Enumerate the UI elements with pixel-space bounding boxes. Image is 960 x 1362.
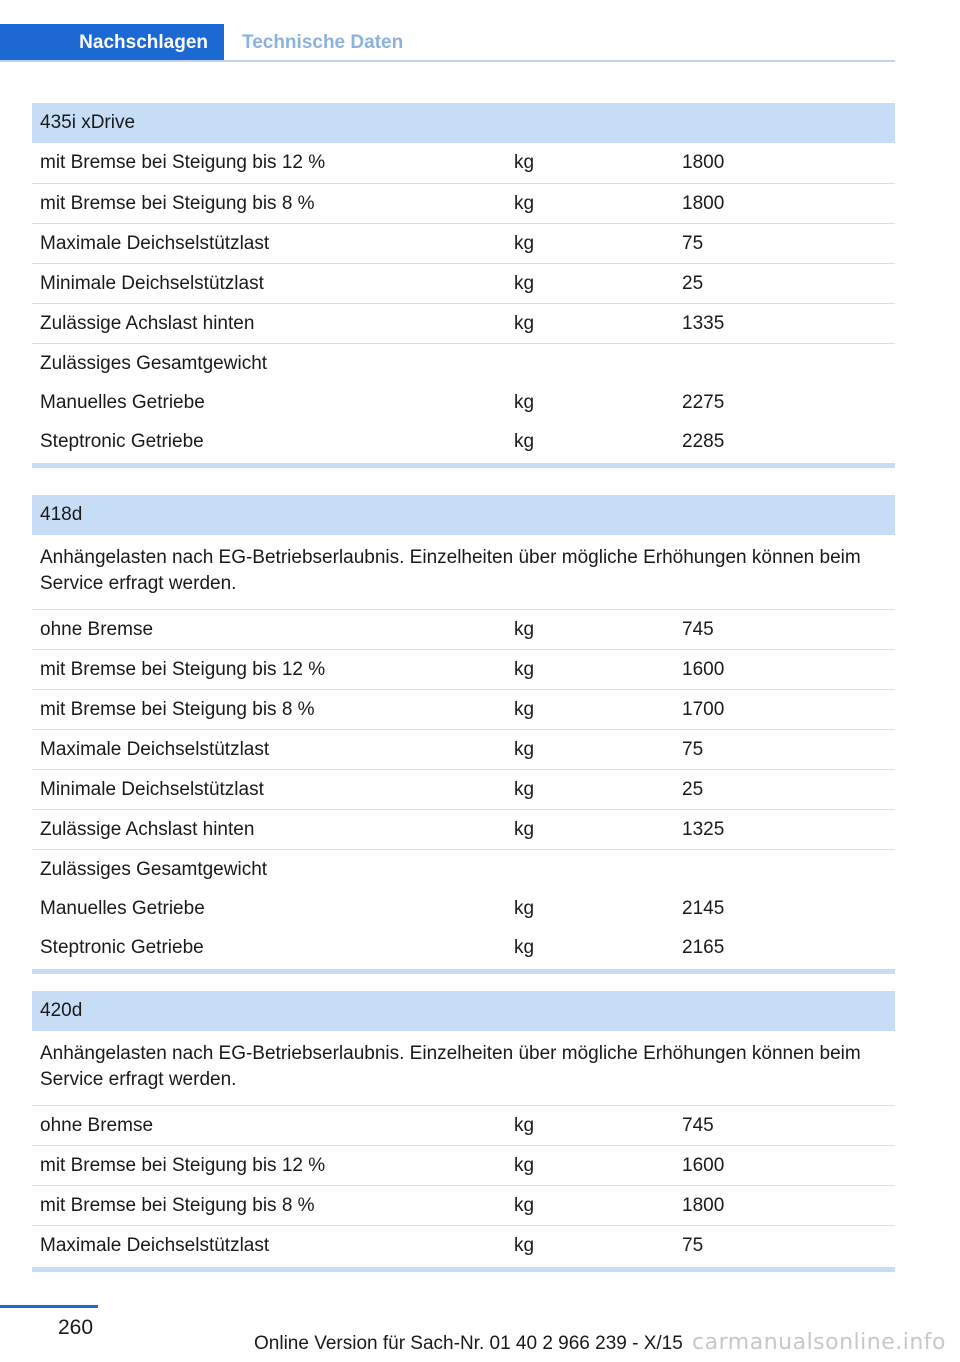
row-unit: kg — [514, 152, 535, 173]
table-row — [32, 143, 895, 183]
table-row — [32, 769, 895, 809]
row-label: Minimale Deichselstützlast — [40, 272, 264, 294]
table-end-bar — [32, 969, 895, 974]
table-row — [32, 928, 895, 967]
row-label: Maximale Deichselstützlast — [40, 232, 270, 254]
table-end-bar — [32, 463, 895, 468]
tab-nachschlagen[interactable] — [0, 24, 224, 62]
row-unit: kg — [514, 1114, 535, 1136]
group-label-row — [32, 849, 895, 889]
row-unit: kg — [514, 698, 535, 720]
row-label: ohne Bremse — [40, 618, 154, 640]
spec-table-418d — [32, 495, 895, 974]
table-row — [32, 1225, 895, 1265]
row-value: 1800 — [682, 152, 725, 173]
row-unit: kg — [514, 1234, 535, 1256]
row-value: 75 — [682, 1234, 704, 1256]
page-number: 260 — [58, 1316, 94, 1339]
row-value: 1600 — [682, 658, 725, 680]
row-value: 2165 — [682, 936, 725, 958]
row-value: 2285 — [682, 430, 725, 452]
row-value: 1800 — [682, 192, 725, 214]
row-label: Minimale Deichselstützlast — [40, 778, 264, 800]
row-label: mit Bremse bei Steigung bis 12 % — [40, 658, 326, 680]
watermark: carmanualsonline.info — [692, 1330, 946, 1355]
table-row — [32, 1145, 895, 1185]
table-row — [32, 889, 895, 928]
tab-label: Technische Daten — [242, 32, 404, 53]
table-row — [32, 183, 895, 223]
table-title: 418d — [32, 495, 895, 535]
row-value: 1335 — [682, 312, 725, 334]
header-rule — [0, 60, 895, 62]
table-row — [32, 809, 895, 849]
row-value: 1600 — [682, 1154, 725, 1176]
row-value: 2145 — [682, 897, 725, 919]
table-row — [32, 649, 895, 689]
row-unit: kg — [514, 272, 535, 294]
table-row — [32, 303, 895, 343]
table-row — [32, 609, 895, 649]
table-title: 435i xDrive — [32, 103, 895, 143]
row-value: 1700 — [682, 698, 725, 720]
row-label: Steptronic Getriebe — [40, 936, 204, 958]
table-row — [32, 383, 895, 422]
table-row — [32, 1105, 895, 1145]
row-label: mit Bremse bei Steigung bis 8 % — [40, 1194, 315, 1216]
row-label: Maximale Deichselstützlast — [40, 1234, 270, 1256]
row-label: mit Bremse bei Steigung bis 8 % — [40, 698, 315, 720]
spec-table-420d — [32, 991, 895, 1272]
row-unit: kg — [514, 1154, 535, 1176]
table-note: Anhängelasten nach EG-Betriebserlaubnis. Einzelheiten über mögliche Erhöhungen können beim Service erfragt werden. — [40, 1043, 861, 1090]
spec-table-435i-xdrive — [32, 103, 895, 468]
tab-label: Nachschlagen — [79, 32, 208, 53]
row-label: Maximale Deichselstützlast — [40, 738, 270, 760]
page-header — [0, 24, 895, 62]
online-version-text: Online Version für Sach-Nr. 01 40 2 966 239 - X/15 — [254, 1333, 683, 1354]
table-row — [32, 422, 895, 461]
row-unit: kg — [514, 936, 535, 958]
table-note: Anhängelasten nach EG-Betriebserlaubnis. Einzelheiten über mögliche Erhöhungen können beim Service erfragt werden. — [40, 547, 861, 594]
row-unit: kg — [514, 232, 535, 254]
group-label: Zulässiges Gesamtgewicht — [40, 858, 268, 880]
table-row — [32, 689, 895, 729]
table-row — [32, 223, 895, 263]
row-unit: kg — [514, 897, 535, 919]
row-value: 75 — [682, 232, 704, 254]
table-row — [32, 729, 895, 769]
table-row — [32, 263, 895, 303]
row-unit: kg — [514, 192, 535, 214]
group-label-row — [32, 343, 895, 383]
row-label: mit Bremse bei Steigung bis 12 % — [40, 1154, 326, 1176]
row-value: 745 — [682, 1114, 714, 1136]
table-end-bar — [32, 1267, 895, 1272]
row-value: 75 — [682, 738, 704, 760]
row-value: 1325 — [682, 818, 725, 840]
row-value: 745 — [682, 618, 714, 640]
row-label: ohne Bremse — [40, 1114, 154, 1136]
row-unit: kg — [514, 312, 535, 334]
group-label: Zulässiges Gesamtgewicht — [40, 352, 268, 374]
row-unit: kg — [514, 1194, 535, 1216]
row-unit: kg — [514, 818, 535, 840]
tab-technische-daten[interactable] — [242, 24, 403, 62]
row-label: mit Bremse bei Steigung bis 8 % — [40, 192, 315, 214]
row-label: Steptronic Getriebe — [40, 430, 204, 452]
table-row — [32, 1185, 895, 1225]
row-label: Zulässige Achslast hinten — [40, 312, 255, 334]
table-title: 420d — [32, 991, 895, 1031]
row-value: 1800 — [682, 1194, 725, 1216]
row-unit: kg — [514, 738, 535, 760]
row-label: mit Bremse bei Steigung bis 12 % — [40, 152, 326, 173]
footer-rule — [0, 1305, 98, 1308]
row-unit: kg — [514, 778, 535, 800]
row-label: Manuelles Getriebe — [40, 897, 205, 919]
row-value: 25 — [682, 272, 704, 294]
row-label: Manuelles Getriebe — [40, 391, 205, 413]
row-unit: kg — [514, 430, 535, 452]
row-label: Zulässige Achslast hinten — [40, 818, 255, 840]
row-value: 25 — [682, 778, 704, 800]
row-unit: kg — [514, 391, 535, 413]
row-unit: kg — [514, 618, 535, 640]
row-unit: kg — [514, 658, 535, 680]
row-value: 2275 — [682, 391, 725, 413]
